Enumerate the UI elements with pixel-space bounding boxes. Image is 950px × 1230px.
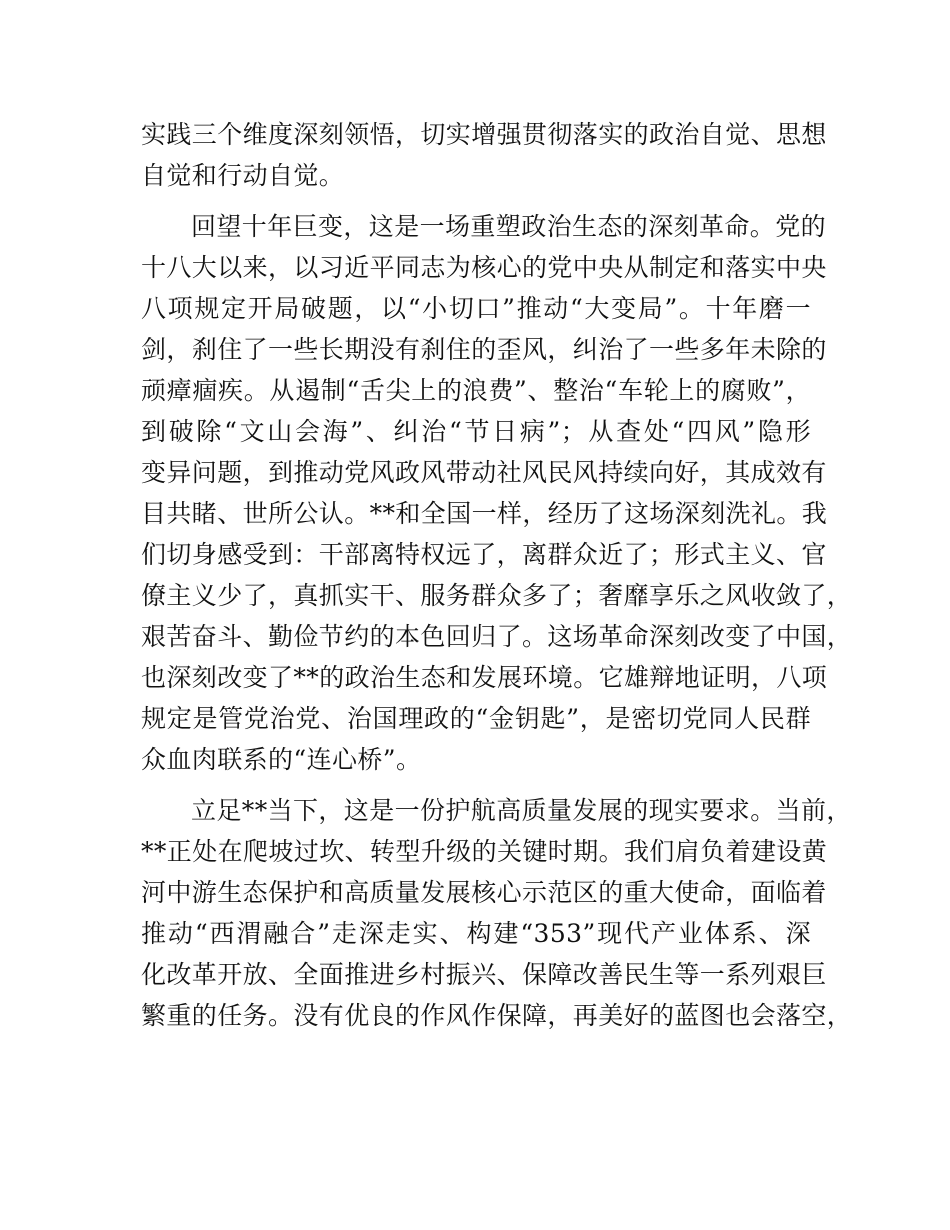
text-line: 回望十年巨变，这是一场重塑政治生态的深刻革命。党的 (191, 212, 827, 241)
text-line: 十八大以来，以习近平同志为核心的党中央从制定和落实中央 (141, 253, 827, 282)
text-line: 顽瘴痼疾。从遏制“舌尖上的浪费”、整治“车轮上的腐败”， (141, 376, 811, 405)
text-line: 立足**当下，这是一份护航高质量发展的现实要求。当前， (191, 796, 852, 825)
text-line: 规定是管党治党、治国理政的“金钥匙”，是密切党同人民群 (141, 704, 811, 733)
text-line: 目共睹、世所公认。**和全国一样，经历了这场深刻洗礼。我 (141, 499, 828, 528)
text-line: 繁重的任务。没有优良的作风作保障，再美好的蓝图也会落空， (141, 1001, 853, 1030)
text-line: 实践三个维度深刻领悟，切实增强贯彻落实的政治自觉、思想 (141, 120, 827, 149)
text-line: 自觉和行动自觉。 (141, 161, 345, 190)
text-line: 艰苦奋斗、勤俭节约的本色回归了。这场革命深刻改变了中国， (141, 622, 853, 651)
text-line: 推动“西渭融合”走深走实、构建“353”现代产业体系、深 (141, 919, 811, 948)
paragraph-1 (141, 114, 827, 196)
text-line: 八项规定开局破题，以“小切口”推动“大变局”。十年磨一 (141, 294, 811, 323)
text-line: 众血肉联系的“连心桥”。 (141, 745, 422, 774)
text-line: 也深刻改变了**的政治生态和发展环境。它雄辩地证明，八项 (141, 663, 828, 692)
text-line: 化改革开放、全面推进乡村振兴、保障改善民生等一系列艰巨 (141, 960, 827, 989)
text-line: 僚主义少了，真抓实干、服务群众多了；奢靡享乐之风收敛了， (141, 581, 853, 610)
text-line: 河中游生态保护和高质量发展核心示范区的重大使命，面临着 (141, 878, 827, 907)
text-line: 剑，刹住了一些长期没有刹住的歪风，纠治了一些多年未除的 (141, 335, 827, 364)
text-line: 到破除“文山会海”、纠治“节日病”；从查处“四风”隐形 (141, 417, 811, 446)
text-line: 变异问题，到推动党风政风带动社风民风持续向好，其成效有 (141, 458, 827, 487)
text-line: 们切身感受到：干部离特权远了，离群众近了；形式主义、官 (141, 540, 827, 569)
paragraph-2 (141, 206, 853, 780)
paragraph-3 (141, 790, 853, 1036)
text-line: **正处在爬坡过坎、转型升级的关键时期。我们肩负着建设黄 (141, 837, 828, 866)
document-body (141, 114, 853, 1046)
